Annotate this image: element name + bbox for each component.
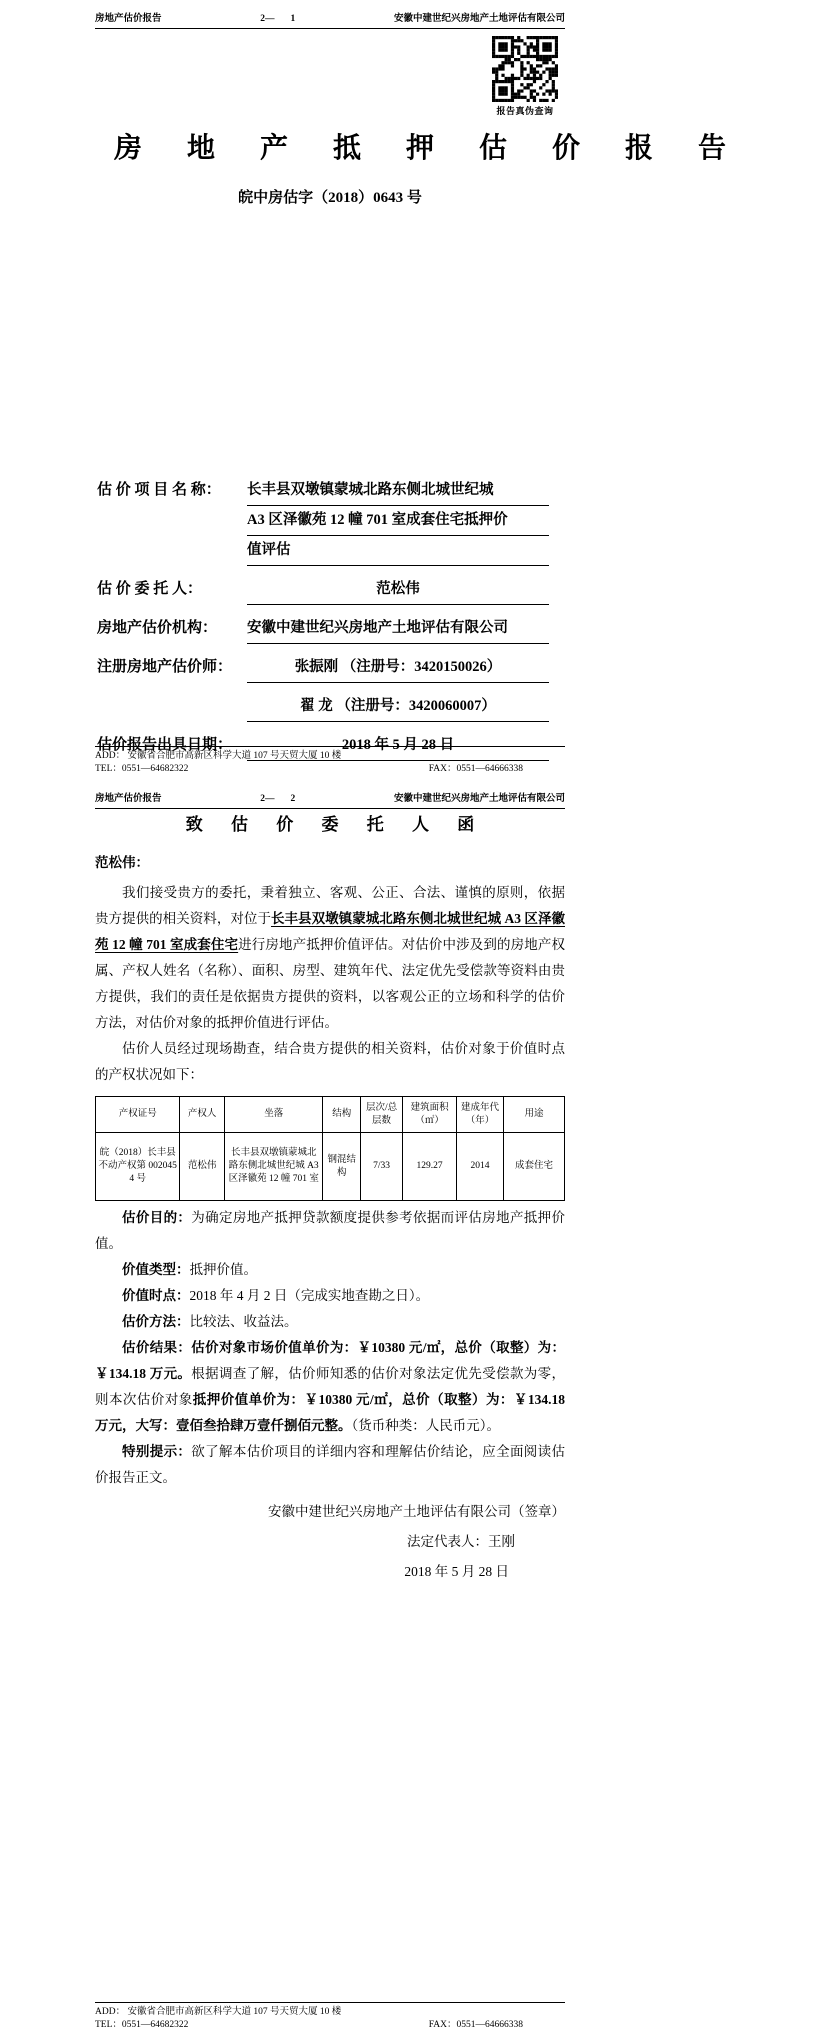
result-bold-1: 估价对象市场价值单价为：￥10380 元/㎡，总价（取整）为：￥134.18 万元。 (95, 1340, 566, 1381)
signature-block (95, 1499, 565, 1585)
field-appraiser-1 (97, 653, 549, 683)
signature-legal-rep: 法定代表人：王刚 (407, 1534, 515, 1549)
cover-fields (97, 476, 549, 770)
signature-company: 安徽中建世纪兴房地产土地评估有限公司（签章） (268, 1504, 565, 1519)
page-1 (95, 0, 746, 780)
field-client (97, 575, 549, 605)
header-company: 安徽中建世纪兴房地产土地评估有限公司 (393, 794, 565, 804)
item-method (95, 1309, 565, 1335)
table-header-row (96, 1097, 565, 1133)
page-footer (95, 2002, 565, 2032)
intro-paragraph (95, 880, 565, 1036)
survey-paragraph: 估价人员经过现场勘查，结合贵方提供的相关资料，估价对象于价值时点的产权状况如下： (95, 1041, 565, 1082)
intro-text-post: 进行房地产抵押价值评估。对估价中涉及到的房地产权属、产权人姓名（名称）、面积、房型、建筑年代、法定优先受偿款等资料由贵方提供，我们的责任是依据贵方提供的资料，以客观公正的立场和科学的估价方法，对估价对象的抵押价值进行评估。 (95, 937, 565, 1030)
qr-caption: 报告真伪查询 (496, 106, 554, 116)
item-label: 价值类型： (122, 1262, 190, 1277)
item-text: 比较法、收益法。 (189, 1314, 298, 1329)
item-text: 为确定房地产抵押贷款额度提供参考依据而评估房地产抵押价值。 (95, 1210, 566, 1251)
page-header (95, 10, 565, 29)
header-page-indicator (260, 14, 295, 24)
table-header-cell: 用途 (503, 1097, 564, 1133)
special-note-text: 欲了解本估价项目的详细内容和理解估价结论，应全面阅读估价报告正文。 (95, 1444, 566, 1485)
page-2 (95, 780, 565, 2040)
field-value-line: A3 区泽徽苑 12 幢 701 室成套住宅抵押价 (247, 506, 549, 536)
field-value-line: 范松伟 (247, 575, 549, 605)
table-cell-use: 成套住宅 (503, 1133, 564, 1201)
table-cell-structure: 钢混结构 (323, 1133, 361, 1201)
table-cell-year: 2014 (457, 1133, 504, 1201)
footer-contact-row (95, 763, 565, 776)
item-value-type (95, 1257, 565, 1283)
field-value-line: 2018 年 5 月 28 日 (247, 731, 549, 761)
header-company: 安徽中建世纪兴房地产土地评估有限公司 (393, 14, 565, 24)
footer-fax: FAX：0551—64666338 (428, 2020, 523, 2030)
footer-address: ADD： 安徽省合肥市高新区科学大道 107 号天贸大厦 10 楼 (95, 751, 342, 761)
table-header-cell: 坐落 (224, 1097, 322, 1133)
table-cell-location: 长丰县双墩镇蒙城北路东侧北城世纪城 A3 区泽徽苑 12 幢 701 室 (224, 1133, 322, 1201)
table-header-cell: 产权人 (180, 1097, 225, 1133)
field-label: 估价报告出具日期： (97, 737, 233, 753)
table-header-cell: 结构 (323, 1097, 361, 1133)
table-cell-owner: 范松伟 (180, 1133, 225, 1201)
table-header-cell: 建成年代（年） (457, 1097, 504, 1133)
field-label: 注册房地产估价师： (97, 659, 233, 675)
table-cell-cert-no: 皖（2018）长丰县不动产权第 0020454 号 (96, 1133, 180, 1201)
special-note (95, 1439, 565, 1491)
header-page-number: 2 (290, 794, 296, 804)
ownership-table (95, 1096, 565, 1201)
table-cell-area: 129.27 (403, 1133, 457, 1201)
signature-date: 2018 年 5 月 28 日 (404, 1564, 509, 1579)
report-title: 房 地 产 抵 押 估 价 报 告 (114, 133, 746, 164)
field-value-line: 长丰县双墩镇蒙城北路东侧北城世纪城 (247, 476, 549, 506)
subject-highlight: 长丰县双墩镇蒙城北路东侧北城世纪城 A3 区泽徽苑 12 幢 701 室成套住宅 (95, 911, 566, 952)
item-label: 估价方法： (122, 1314, 190, 1329)
qr-code (492, 36, 558, 102)
doc-number: 皖中房估字（2018）0643 号 (238, 190, 422, 206)
letter-body (95, 806, 565, 1585)
table-header-cell: 产权证号 (96, 1097, 180, 1133)
header-page-indicator (260, 794, 295, 804)
table-header-cell: 建筑面积（㎡） (403, 1097, 457, 1133)
footer-tel: TEL：0551—64682322 (95, 2020, 189, 2030)
item-text: 抵押价值。 (189, 1262, 257, 1277)
field-value-line: 值评估 (247, 536, 549, 566)
header-doc-type: 房地产估价报告 (95, 14, 162, 24)
intro-text-pre: 我们接受贵方的委托，秉着独立、客观、公正、合法、谨慎的原则，依据贵方提供的相关资料，对位于 (95, 885, 565, 926)
field-value-group (247, 476, 549, 566)
field-appraiser-2 (97, 692, 549, 722)
footer-tel: TEL：0551—64682322 (95, 764, 189, 774)
result-normal-1: 根据调查了解，估价师知悉的估价对象法定优先受偿款为零，则本次估价对象 (95, 1366, 566, 1407)
field-value-line: 张振刚 （注册号：3420150026） (247, 653, 549, 683)
field-label: 估 价 委 托 人： (97, 581, 203, 597)
item-text: 2018 年 4 月 2 日（完成实地查勘之日）。 (189, 1288, 430, 1303)
result-label: 估价结果： (122, 1340, 192, 1355)
table-row (96, 1133, 565, 1201)
field-label: 房地产估价机构： (97, 620, 218, 636)
footer-fax: FAX：0551—64666338 (428, 764, 523, 774)
field-agency (97, 614, 549, 644)
letter-title: 致 估 价 委 托 人 函 (185, 815, 487, 834)
footer-contact-row (95, 2019, 565, 2032)
field-value-line: 翟 龙 （注册号：3420060007） (247, 692, 549, 722)
field-project-name (97, 476, 549, 566)
table-cell-floor: 7/33 (360, 1133, 402, 1201)
header-page-prefix: 2— (260, 14, 275, 24)
item-value-date (95, 1283, 565, 1309)
header-doc-type: 房地产估价报告 (95, 794, 162, 804)
result-normal-2: （货币种类：人民币元）。 (351, 1418, 500, 1433)
salutation: 范松伟： (95, 855, 149, 870)
table-header-cell: 层次/总层数 (360, 1097, 402, 1133)
field-label: 估 价 项 目 名 称： (97, 482, 221, 498)
item-label: 价值时点： (122, 1288, 190, 1303)
result-bold-2: 抵押价值单价为：￥10380 元/㎡，总价（取整）为：￥134.18 万元，大写：壹佰叁拾肆万壹仟捌佰元整。 (95, 1392, 565, 1433)
field-value-line: 安徽中建世纪兴房地产土地评估有限公司 (247, 614, 549, 644)
special-note-label: 特别提示： (122, 1444, 192, 1459)
page-footer (95, 746, 565, 776)
item-purpose (95, 1205, 565, 1257)
qr-block (491, 36, 559, 117)
header-page-number: 1 (290, 14, 296, 24)
result-paragraph (95, 1335, 565, 1439)
item-label: 估价目的： (122, 1210, 192, 1225)
header-page-prefix: 2— (260, 794, 275, 804)
footer-address: ADD： 安徽省合肥市高新区科学大道 107 号天贸大厦 10 楼 (95, 2007, 342, 2017)
